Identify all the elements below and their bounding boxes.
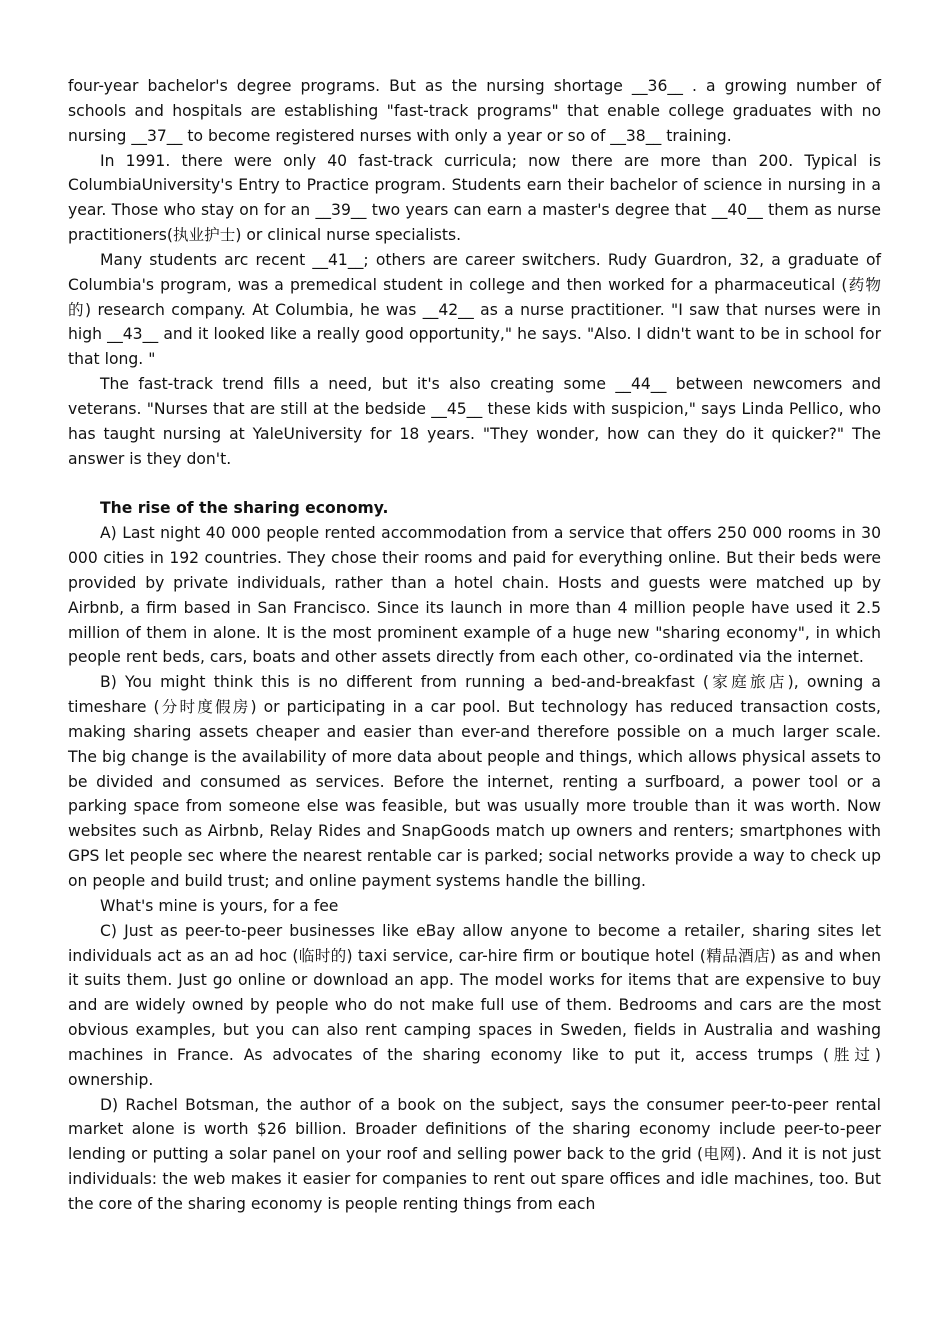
- passage2-paragraph-d: D) Rachel Botsman, the author of a book on the subject, says the consumer peer-to-peer rental market alone is worth $26 billion. Broader definitions of the sharing economy include peer-to-peer lending or putting a solar panel on your roof and selling power back to the grid (电网). And it is not just individuals: the web makes it easier for companies to rent out spare offices and idle machines, too. But the core of the sharing economy is people renting things from each: [68, 1095, 881, 1213]
- passage1-paragraph-1: four-year bachelor's degree programs. But as the nursing shortage __36__ . a growing number of schools and hospitals are establishing "fast-track programs" that enable college graduates with no nursing __37__ to become registered nurses with only a year or so of __38__ training.: [68, 77, 881, 145]
- document-page: [68, 74, 881, 1217]
- passage2-paragraph-a: A) Last night 40 000 people rented accommodation from a service that offers 250 000 rooms in 30 000 cities in 192 countries. They chose their rooms and paid for everything online. But their beds were provided by private individuals, rather than a hotel chain. Hosts and guests were matched up by Airbnb, a firm based in San Francisco. Since its launch in more than 4 million people have used it 2.5 million of them in alone. It is the most prominent example of a huge new "sharing economy", in which people rent beds, cars, boats and other assets directly from each other, co-ordinated via the internet.: [68, 524, 881, 667]
- passage2-paragraph-c: C) Just as peer-to-peer businesses like eBay allow anyone to become a retailer, sharing sites let individuals act as an ad hoc (临时的) taxi service, car-hire firm or boutique hotel (精品酒店) as and when it suits them. Just go online or download an app. The model works for items that are expensive to buy and are widely owned by people who do not make full use of them. Bedrooms and cars are the most obvious examples, but you can also rent camping spaces in Sweden, fields in Australia and washing machines in France. As advocates of the sharing economy like to put it, access trumps (胜过) ownership.: [68, 921, 881, 1089]
- passage2-subheading: What's mine is yours, for a fee: [100, 896, 339, 915]
- section-gap: [68, 472, 881, 497]
- passage1-paragraph-4: The fast-track trend fills a need, but it's also creating some __44__ between newcomers and veterans. "Nurses that are still at the bedside __45__ these kids with suspicion," says Linda Pellico, who has taught nursing at YaleUniversity for 18 years. "They wonder, how can they do it quicker?" The answer is they don't.: [68, 375, 881, 468]
- passage2-paragraph-b: B) You might think this is no different from running a bed-and-breakfast (家庭旅店), owning a timeshare (分时度假房) or participating in a car pool. But technology has reduced transaction costs, making sharing assets cheaper and easier than ever-and therefore possible on a much larger scale. The big change is the availability of more data about people and things, which allows physical assets to be divided and consumed as services. Before the internet, renting a surfboard, a power tool or a parking space from someone else was feasible, but was usually more trouble than it was worth. Now websites such as Airbnb, Relay Rides and SnapGoods match up owners and renters; smartphones with GPS let people sec where the nearest rentable car is parked; social networks provide a way to check up on people and build trust; and online payment systems handle the billing.: [68, 673, 881, 890]
- passage1-paragraph-2: In 1991. there were only 40 fast-track curricula; now there are more than 200. Typical is ColumbiaUniversity's Entry to Practice program. Students earn their bachelor of science in nursing in a year. Those who stay on for an __39__ two years can earn a master's degree that __40__ them as nurse practitioners(执业护士) or clinical nurse specialists.: [68, 151, 881, 245]
- passage2-title: The rise of the sharing economy.: [100, 499, 389, 518]
- passage1-paragraph-3: Many students arc recent __41__; others are career switchers. Rudy Guardron, 32, a graduate of Columbia's program, was a premedical student in college and then worked for a pharmaceutical (药物的) research company. At Columbia, he was __42__ as a nurse practitioner. "I saw that nurses were in high __43__ and it looked like a really good opportunity," he says. "Also. I didn't want to be in school for that long. ": [68, 250, 881, 369]
